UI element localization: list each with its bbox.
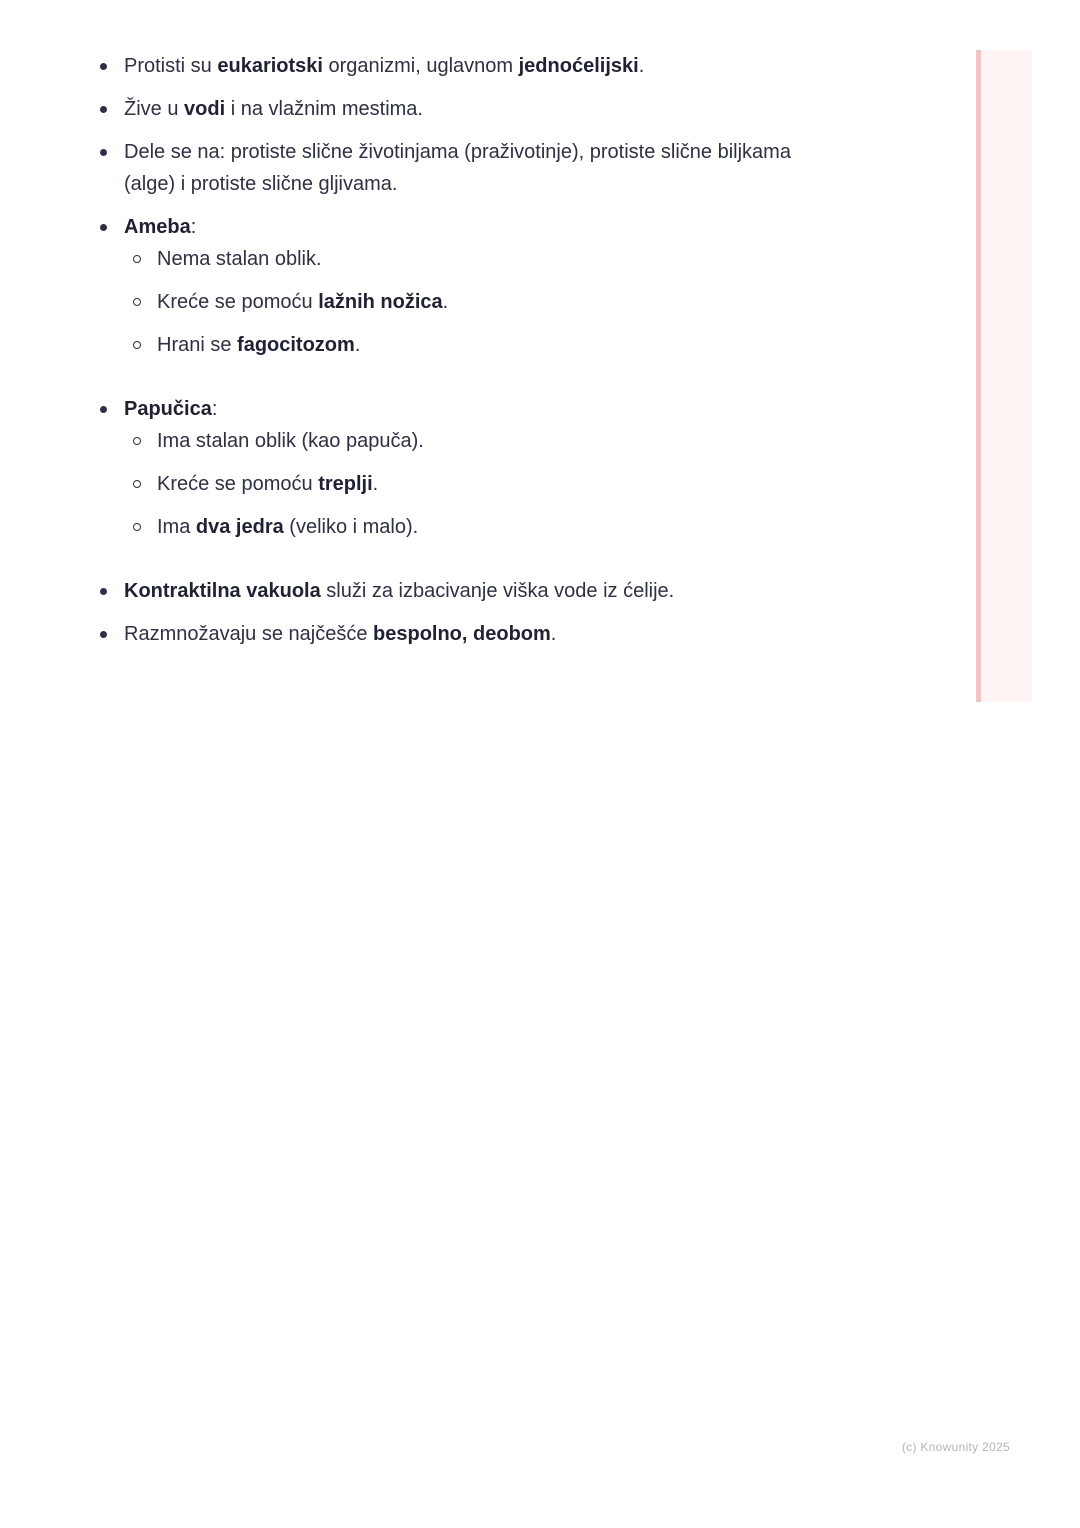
text-segment: Kreće se pomoću	[157, 291, 319, 313]
list-item	[0, 575, 844, 607]
text-segment: Nema stalan oblik.	[157, 248, 322, 270]
list-item	[0, 618, 844, 650]
bold-term: lažnih nožica	[318, 291, 443, 313]
text-segment: .	[638, 55, 645, 77]
text-segment: .	[550, 623, 557, 645]
bold-term: eukariotski	[217, 55, 323, 77]
text-segment: organizmi, uglavnom	[322, 55, 519, 77]
list-item-text	[124, 575, 844, 607]
bold-term: jednoćelijski	[518, 55, 639, 77]
text-segment: i na vlažnim mestima.	[225, 98, 423, 120]
text-segment: .	[354, 334, 361, 356]
sub-list	[124, 243, 844, 382]
bold-term: treplji	[318, 473, 373, 495]
bold-term: Ameba	[124, 216, 191, 238]
bold-term: Papučica	[124, 398, 212, 420]
text-segment: služi za izbacivanje viška vode iz ćelije.	[320, 580, 675, 602]
text-segment: (veliko i malo).	[283, 516, 419, 538]
bold-term: fagocitozom	[237, 334, 355, 356]
sub-list-item	[124, 329, 844, 361]
list-item	[0, 211, 844, 382]
list-item-text	[124, 618, 844, 650]
text-segment: :	[211, 398, 218, 420]
notes-content	[0, 50, 900, 661]
list-item-text	[124, 50, 844, 82]
list-item-text	[124, 136, 844, 200]
sub-list-item	[124, 286, 844, 318]
side-accent-bar	[976, 50, 981, 702]
sub-list	[124, 425, 844, 564]
text-segment: Protisti su	[124, 55, 218, 77]
sub-list-item	[124, 425, 844, 457]
text-segment: Hrani se	[157, 334, 238, 356]
bold-term: dva jedra	[195, 516, 284, 538]
sub-list-item	[124, 468, 844, 500]
text-segment: Razmnožavaju se najčešće	[124, 623, 374, 645]
text-segment: .	[372, 473, 379, 495]
copyright-footer: (c) Knowunity 2025	[901, 1440, 1010, 1454]
bold-term: Kontraktilna vakuola	[124, 580, 321, 602]
list-item-text	[124, 393, 844, 425]
list-item	[0, 50, 844, 82]
list-item	[0, 136, 844, 200]
sub-list-item	[124, 511, 844, 543]
text-segment: Kreće se pomoću	[157, 473, 319, 495]
list-item-text	[124, 93, 844, 125]
text-segment: Ima	[157, 516, 196, 538]
text-segment: Ima stalan oblik (kao papuča).	[157, 430, 424, 452]
list-item	[0, 93, 844, 125]
text-segment: .	[442, 291, 449, 313]
list-item-text	[124, 211, 844, 243]
text-segment: Žive u	[124, 98, 185, 120]
bold-term: bespolno, deobom	[373, 623, 551, 645]
sub-list-item	[124, 243, 844, 275]
side-margin-panel	[976, 50, 1032, 702]
bullet-list	[0, 50, 900, 650]
bold-term: vodi	[184, 98, 226, 120]
list-item	[0, 393, 844, 564]
text-segment: Dele se na: protiste slične životinjama (praživotinje), protiste slične biljkama (alge) i protiste slične gljivama.	[124, 141, 791, 195]
text-segment: :	[190, 216, 197, 238]
